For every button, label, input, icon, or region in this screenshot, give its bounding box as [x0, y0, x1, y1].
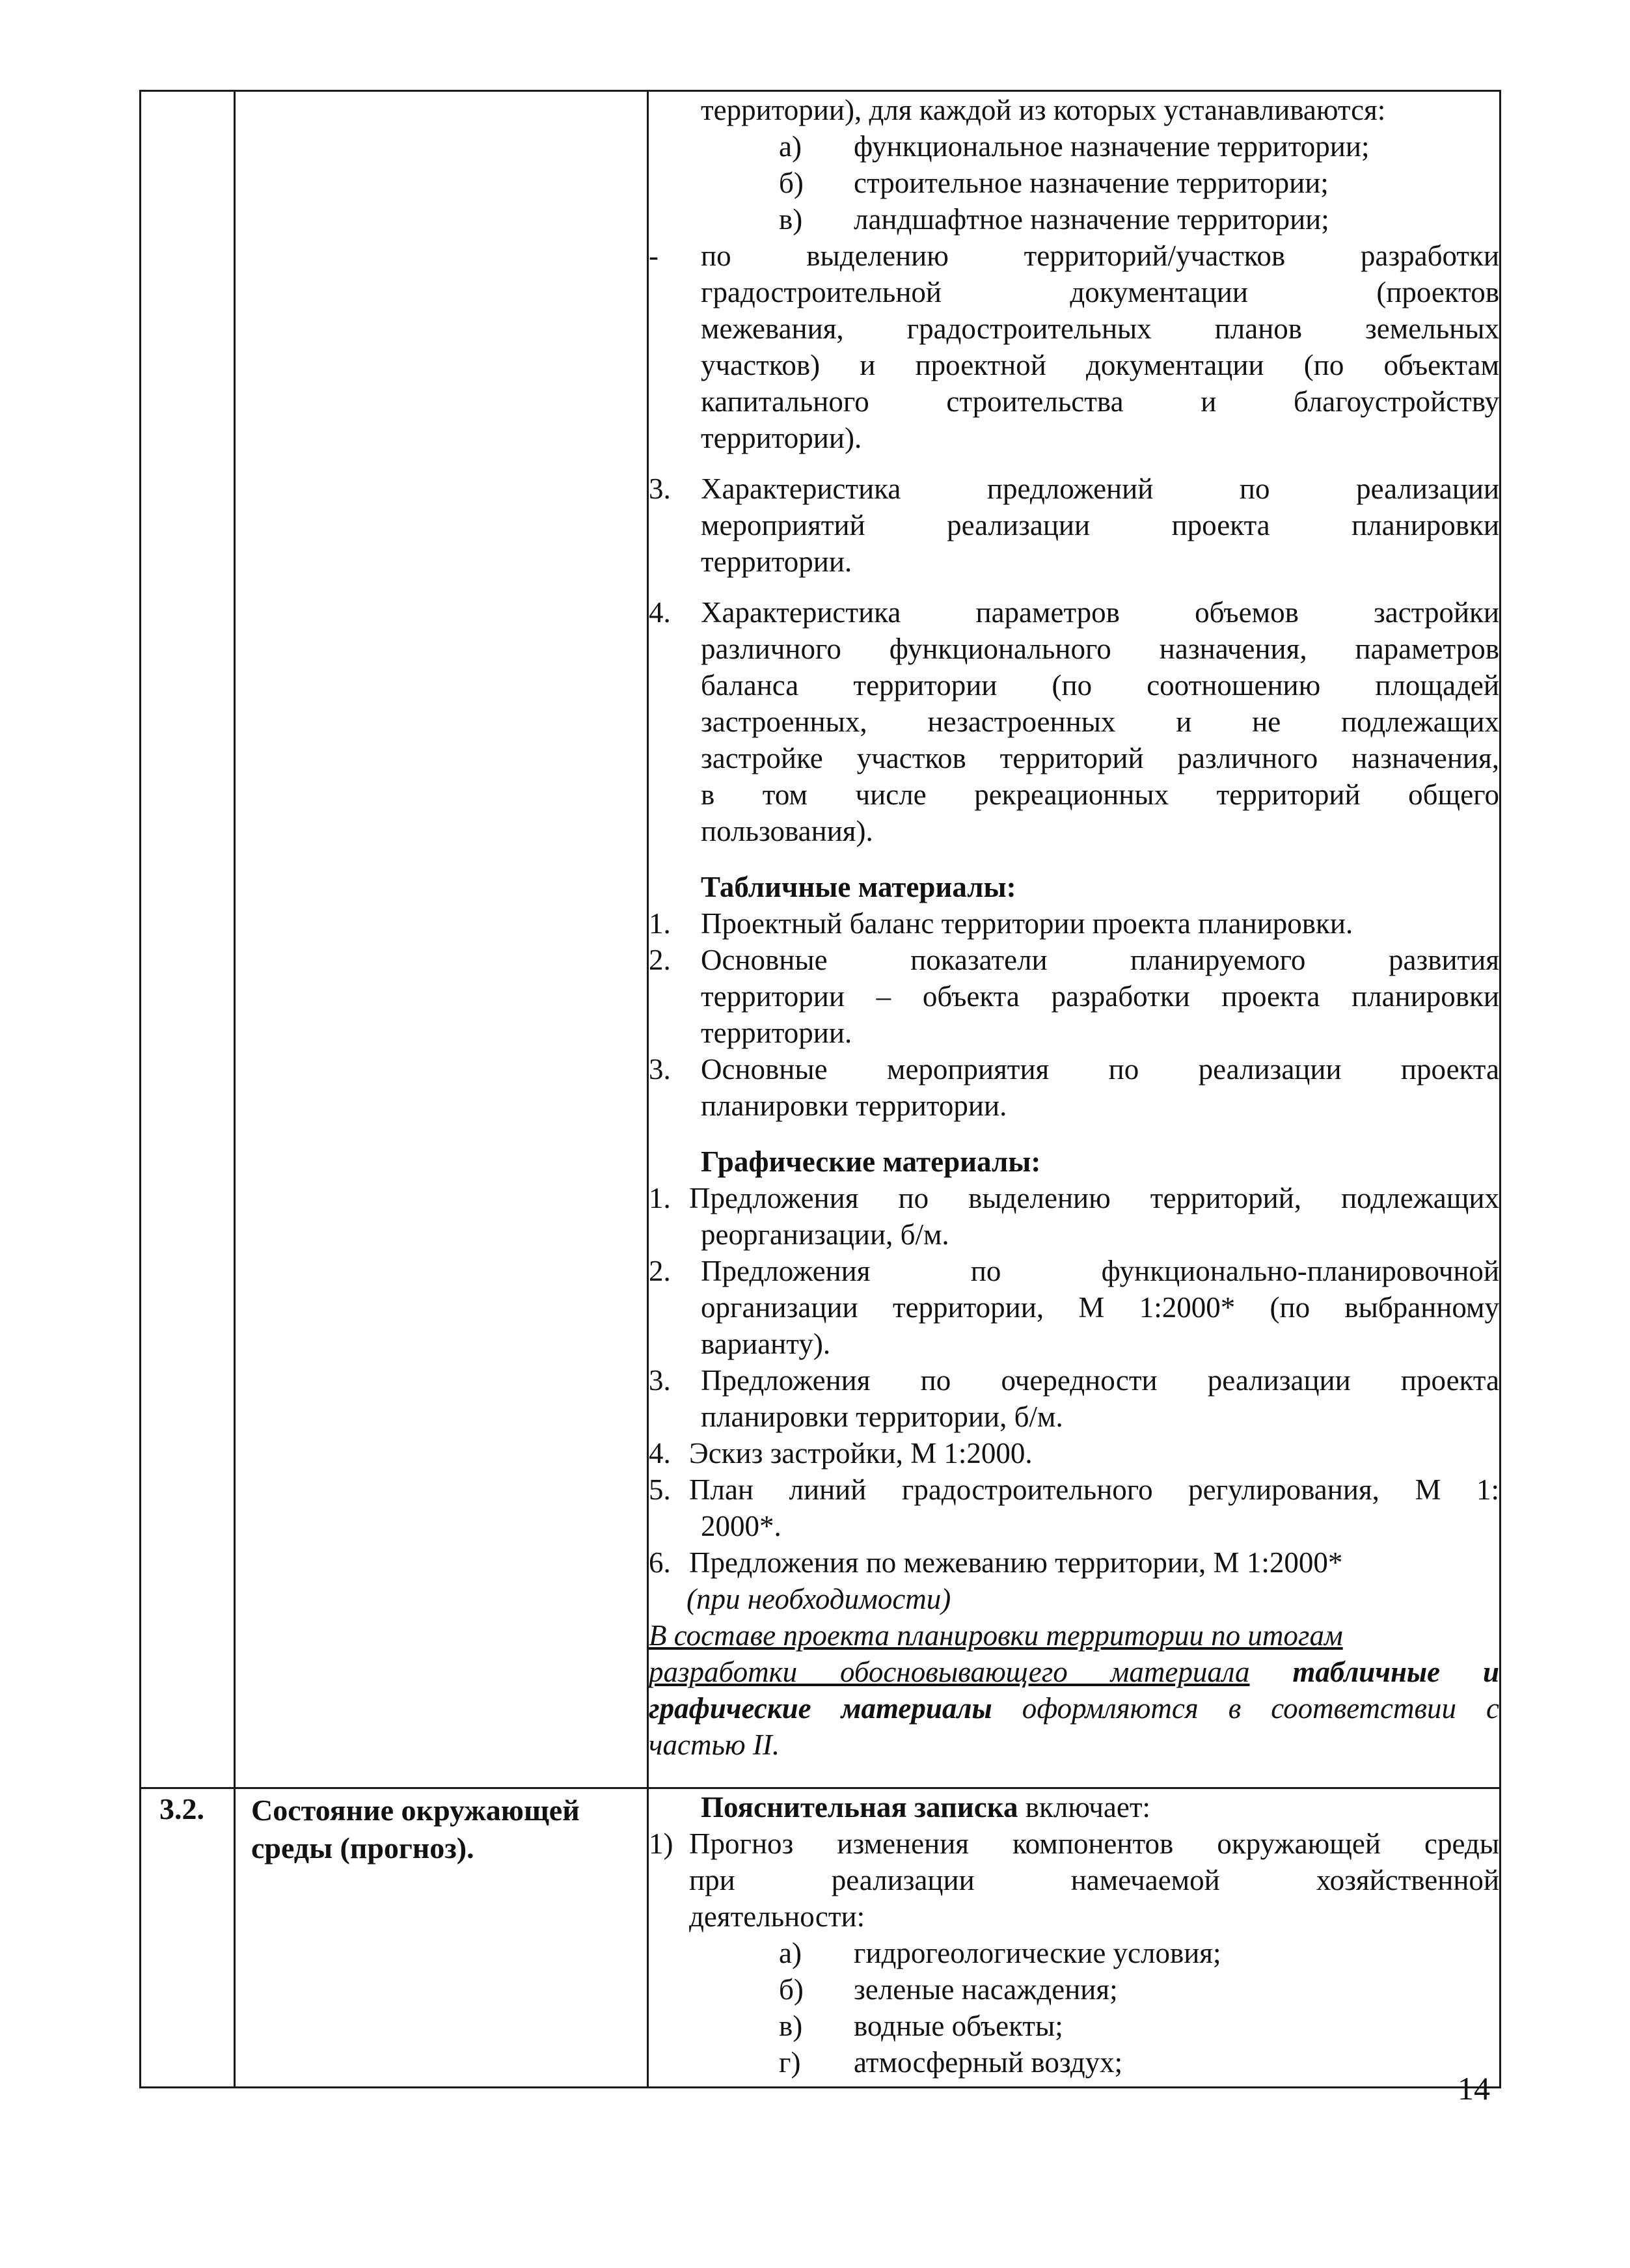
list-item: 1. Проектный баланс территории проекта планировки. [649, 907, 1353, 940]
text-line: территории). [701, 422, 862, 454]
text-line: капитального строительства и благоустройству [701, 385, 1499, 418]
list-item: 3. Предложения по очередности реализации проекта [649, 1364, 1499, 1397]
text-line: территории), для каждой из которых устанавливаются: [701, 94, 1386, 126]
row-title-cell [235, 1788, 648, 2088]
list-item: в) ландшафтное назначение территории; [779, 203, 1329, 236]
text-line: в том числе рекреационных территорий общего [701, 778, 1499, 811]
section-heading: Графические материалы: [701, 1145, 1041, 1178]
row-number: 3.2. [159, 1792, 204, 1825]
text-line: межевания, градостроительных планов земельных [701, 312, 1499, 345]
text-line: мероприятий реализации проекта планировки [701, 509, 1499, 541]
text-line: частью II. [649, 1728, 780, 1761]
text-line: участков) и проектной документации (по объектам [701, 349, 1499, 381]
row-number-cell [141, 1788, 235, 2088]
text-line: разработки обосновывающего материала табличные и [649, 1656, 1499, 1688]
text-line: В составе проекта планировки территории по итогам [649, 1619, 1343, 1652]
requirements-table [139, 90, 1501, 2088]
text-line: Пояснительная записка включает: [701, 1791, 1150, 1824]
row-content-cell [648, 1788, 1501, 2088]
row-title-cell [235, 91, 648, 1788]
page-number: 14 [1458, 2070, 1490, 2107]
list-item: 2. Основные показатели планируемого развития [649, 944, 1499, 976]
list-item: 5. План линий градостроительного регулирования, М 1: [649, 1473, 1499, 1506]
list-item: 4. Характеристика параметров объемов застройки [649, 596, 1499, 629]
text-line: территории. [701, 545, 852, 578]
text-line: территории – объекта разработки проекта планировки [701, 980, 1499, 1013]
text-line: градостроительной документации (проектов [701, 276, 1499, 308]
list-item: а) функциональное назначение территории; [779, 130, 1370, 163]
list-item: 3. Основные мероприятия по реализации проекта [649, 1053, 1499, 1086]
list-item: 6. Предложения по межеванию территории, М 1:2000* [649, 1546, 1343, 1579]
list-item: а) гидрогеологические условия; [779, 1937, 1221, 1969]
text-line: деятельности: [689, 1900, 865, 1933]
text-line: застройке участков территорий различного назначения, [701, 742, 1499, 774]
list-item: 4. Эскиз застройки, М 1:2000. [649, 1437, 1033, 1469]
table-row [141, 91, 1501, 1788]
text-line: организации территории, М 1:2000* (по выбранному [701, 1291, 1499, 1324]
list-item: 1) Прогноз изменения компонентов окружающей среды [649, 1827, 1499, 1860]
text-line: варианту). [701, 1328, 831, 1360]
text-line: планировки территории. [701, 1089, 1007, 1122]
text-line: территории. [701, 1017, 852, 1049]
row-title: Состояние окружающей среды (прогноз). [251, 1794, 580, 1865]
list-item: б) строительное назначение территории; [779, 167, 1329, 199]
list-item: в) водные объекты; [779, 2010, 1063, 2042]
text-line: графические материалы оформляются в соответствии с [649, 1692, 1500, 1725]
text-line: планировки территории, б/м. [701, 1400, 1063, 1433]
row-content-cell [648, 91, 1501, 1788]
list-item: - по выделению территорий/участков разработки [649, 239, 1499, 272]
text-line: пользования). [701, 815, 873, 847]
text-line: 2000*. [701, 1510, 781, 1542]
list-item: 1. Предложения по выделению территорий, подлежащих [649, 1182, 1499, 1214]
section-heading: Табличные материалы: [701, 871, 1016, 903]
list-item: 2. Предложения по функционально-планировочной [649, 1255, 1499, 1287]
text-line: реорганизации, б/м. [701, 1218, 949, 1251]
row-number-cell [141, 91, 235, 1788]
list-item: г) атмосферный воздух; [779, 2046, 1123, 2079]
text-line: застроенных, незастроенных и не подлежащих [701, 705, 1499, 738]
table-row [141, 1788, 1501, 2088]
text-line: различного функционального назначения, параметров [701, 633, 1499, 665]
list-item: б) зеленые насаждения; [779, 1973, 1118, 2006]
list-item: 3. Характеристика предложений по реализации [649, 472, 1499, 505]
text-line: баланса территории (по соотношению площадей [701, 669, 1499, 702]
note-line: (при необходимости) [686, 1583, 951, 1615]
text-line: при реализации намечаемой хозяйственной [689, 1864, 1499, 1896]
